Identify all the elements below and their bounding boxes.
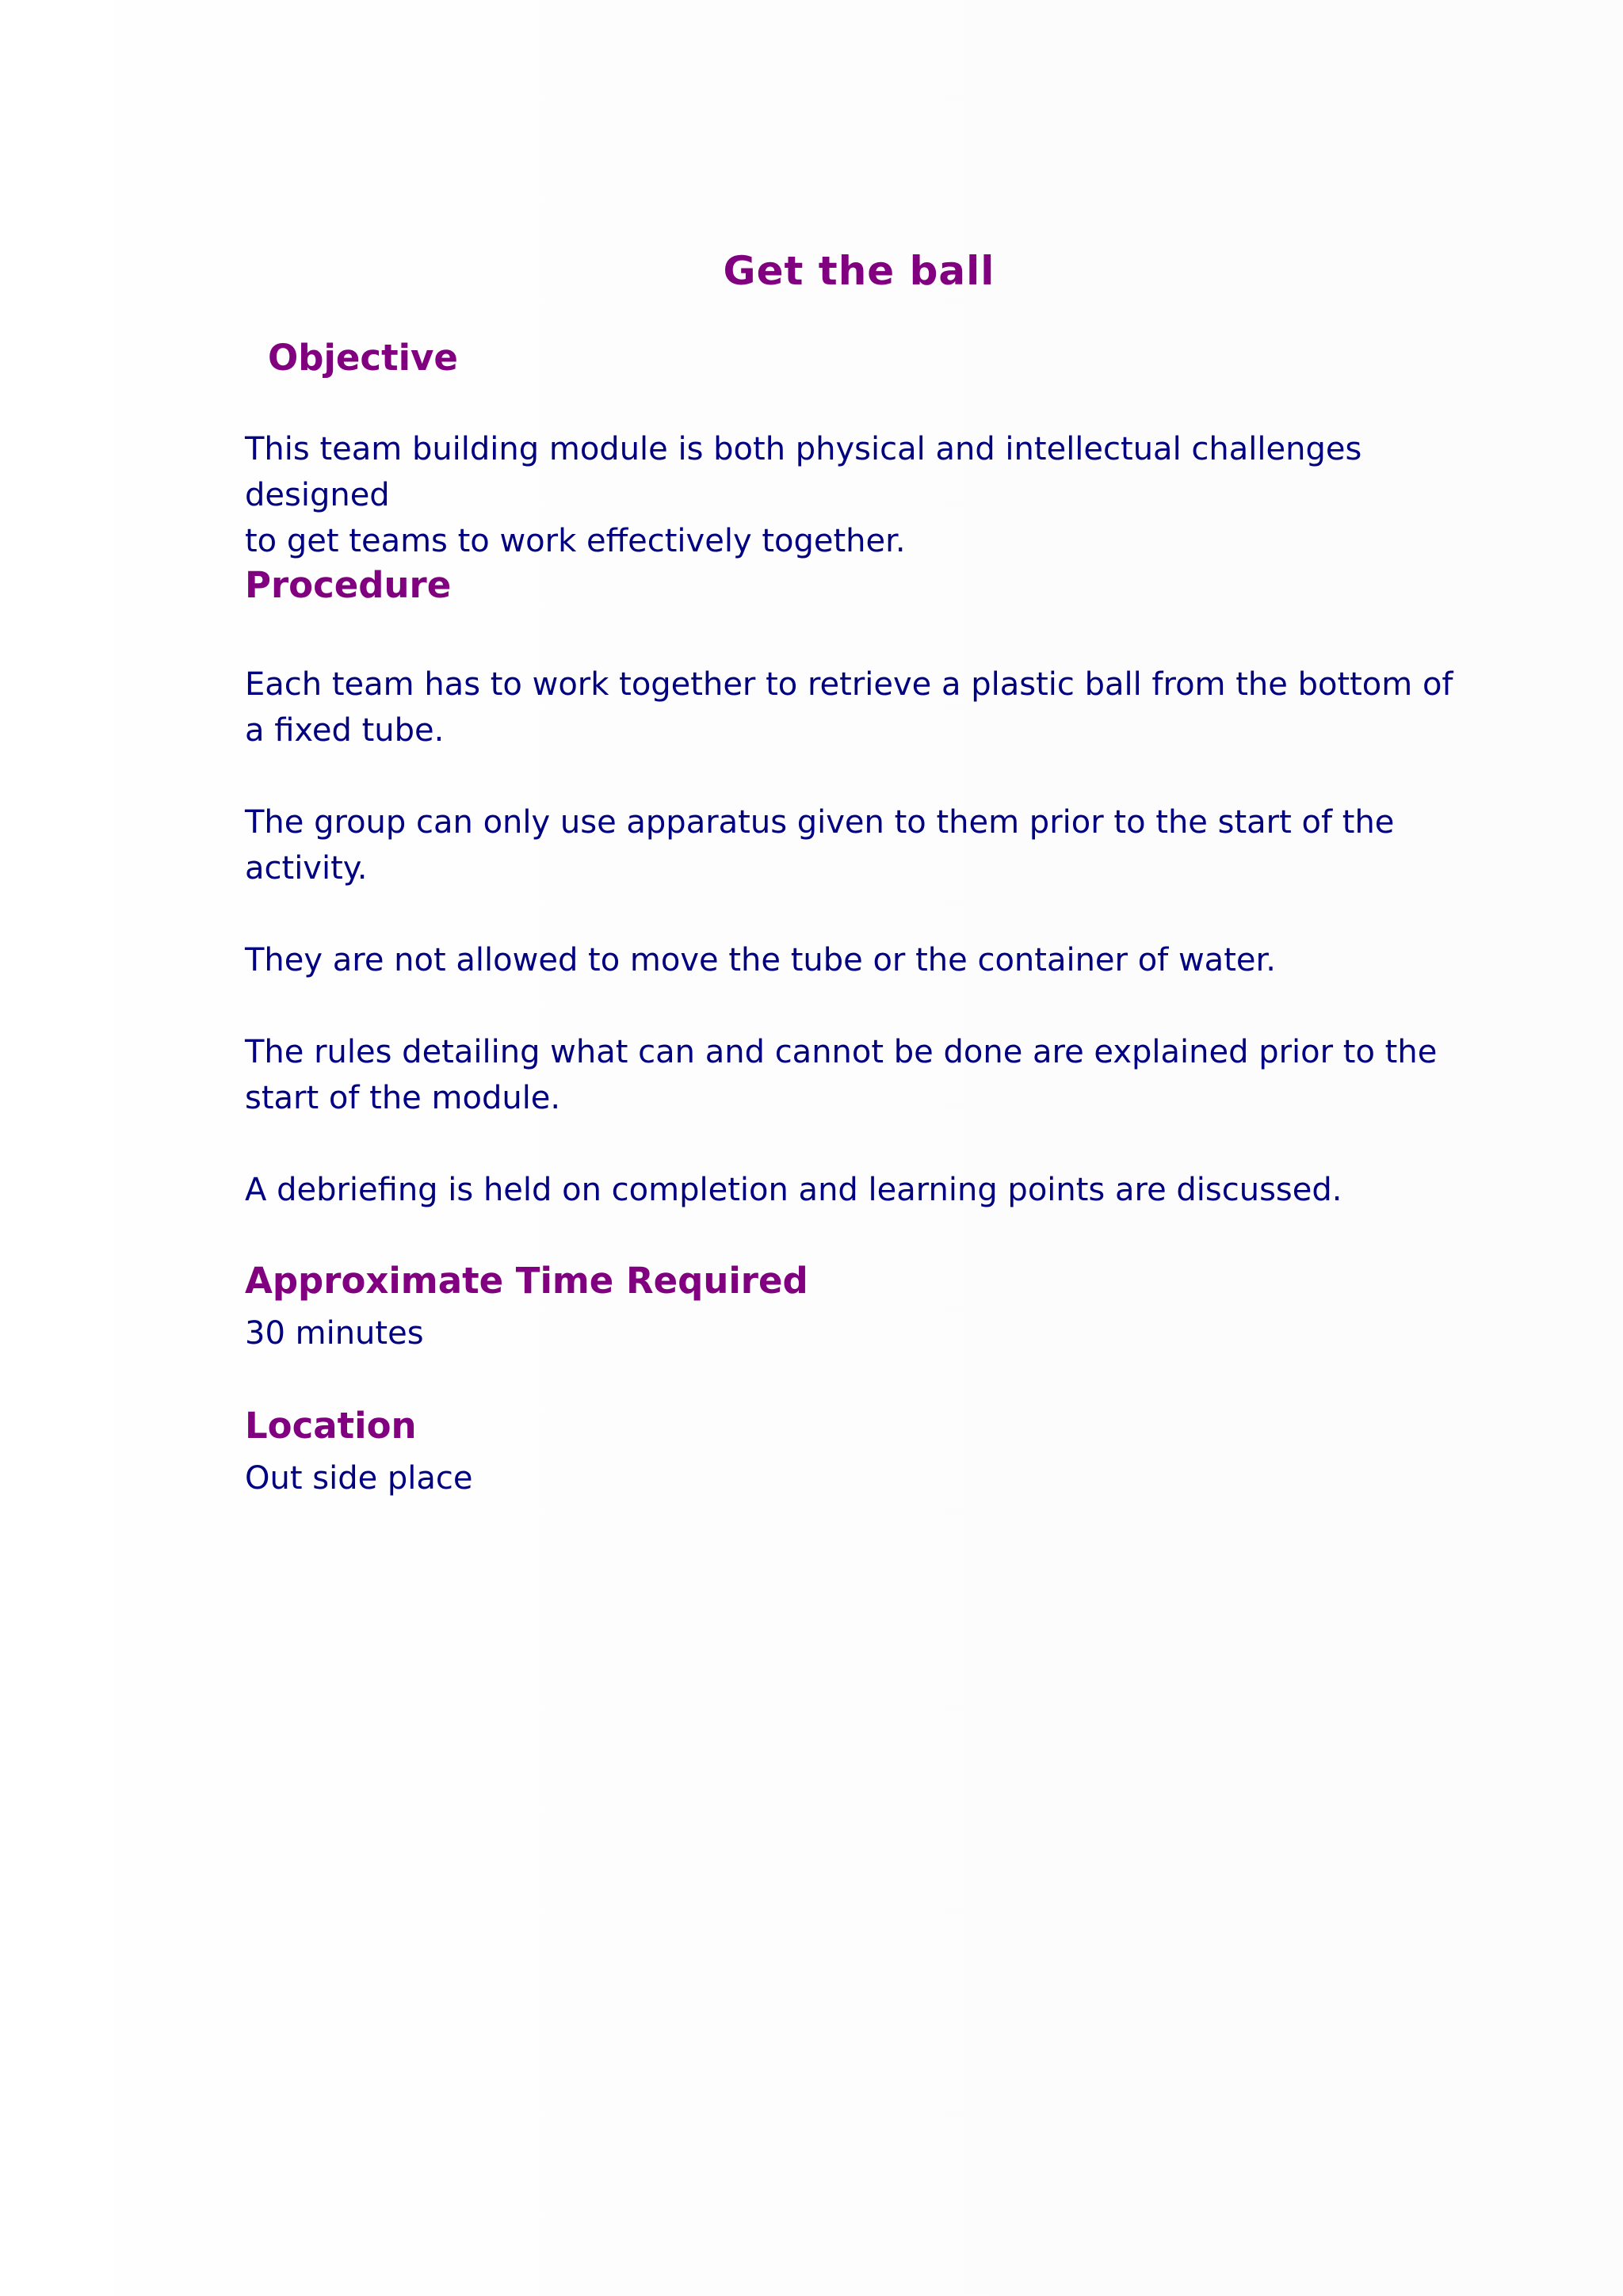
page-title: Get the ball (723, 248, 995, 294)
procedure-paragraph-2: The group can only use apparatus given to them prior to the start of the activity. (245, 804, 1395, 887)
procedure-paragraph-1: Each team has to work together to retrieve a plastic ball from the bottom of a fixed tube. (245, 666, 1453, 749)
time-heading: Approximate Time Required (245, 1260, 808, 1302)
time-value: 30 minutes (245, 1315, 424, 1352)
objective-text: This team building module is both physical and intellectual challenges designed to get teams to work effectively together. (245, 431, 1362, 559)
location-heading: Location (245, 1405, 417, 1447)
procedure-paragraph-5: A debriefing is held on completion and learning points are discussed. (245, 1172, 1342, 1208)
objective-heading: Objective (268, 337, 458, 379)
procedure-paragraph-4: The rules detailing what can and cannot be done are explained prior to the start of the module. (245, 1034, 1438, 1116)
location-value: Out side place (245, 1460, 473, 1497)
procedure-paragraph-3: They are not allowed to move the tube or the container of water. (245, 942, 1276, 978)
procedure-heading: Procedure (245, 564, 452, 606)
